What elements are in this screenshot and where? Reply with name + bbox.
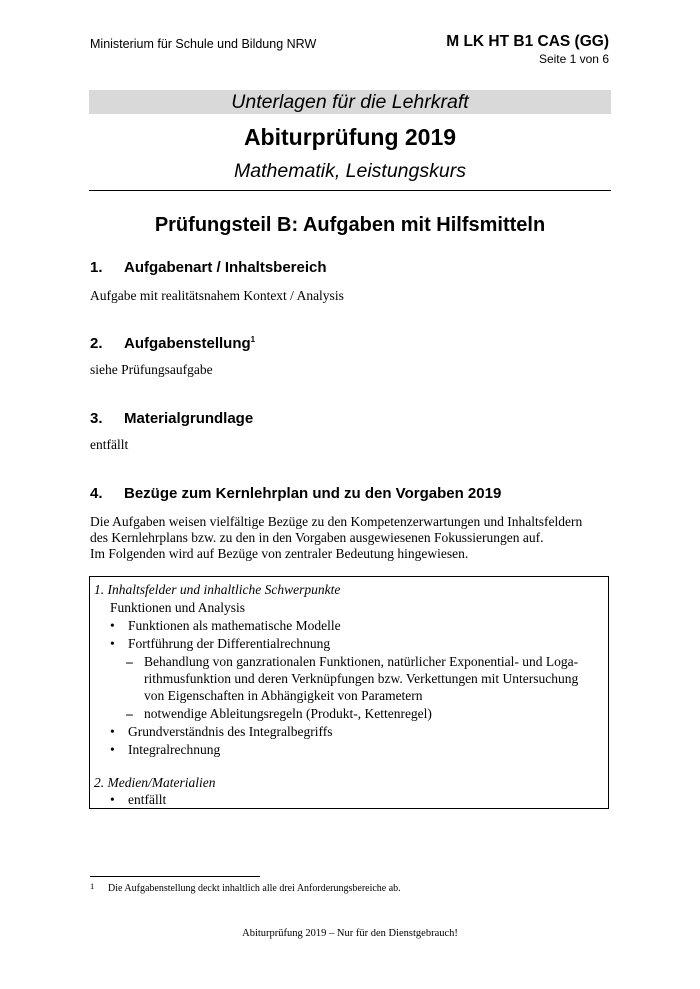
section-1-title: Aufgabenart / Inhaltsbereich xyxy=(124,259,327,276)
section-2-title xyxy=(124,335,255,352)
content-reference-box xyxy=(89,576,609,809)
bullet-item: entfällt xyxy=(128,792,167,807)
sub-item-line: rithmusfunktion und deren Verknüpfungen bzw. Verkettungen mit Untersuchung xyxy=(144,671,579,686)
sub-item-line: Behandlung von ganzrationalen Funktionen, natürlicher Exponential- und Loga- xyxy=(144,654,579,669)
section-2-body: siehe Prüfungsaufgabe xyxy=(90,362,213,377)
bullet-icon: • xyxy=(110,742,115,757)
section-4-number: 4. xyxy=(90,485,103,502)
footnote-mark: 1 xyxy=(90,881,95,891)
sub-item-line: von Eigenschaften in Abhängigkeit von Parametern xyxy=(144,688,423,703)
bullet-item: Fortführung der Differentialrechnung xyxy=(128,636,331,651)
ministry-name: Ministerium für Schule und Bildung NRW xyxy=(90,37,317,51)
dash-icon: – xyxy=(126,706,133,721)
section-2-title-text: Aufgabenstellung xyxy=(124,335,251,352)
document-title: Abiturprüfung 2019 xyxy=(243,124,457,150)
section-1-number: 1. xyxy=(90,259,103,276)
footnote-reference: 1 xyxy=(250,335,256,344)
section-4-body-line: Im Folgenden wird auf Bezüge von zentraler Bedeutung hingewiesen. xyxy=(90,546,469,561)
footnote-divider xyxy=(90,876,260,877)
section-1-body: Aufgabe mit realitätsnahem Kontext / Analysis xyxy=(90,288,344,303)
dash-icon: – xyxy=(126,654,133,669)
bullet-icon: • xyxy=(110,724,115,739)
section-3-body: entfällt xyxy=(90,437,129,452)
page-number: Seite 1 von 6 xyxy=(538,52,609,66)
section-2-number: 2. xyxy=(90,335,103,352)
box-subheading: Funktionen und Analysis xyxy=(110,600,246,615)
footnote-text: Die Aufgabenstellung deckt inhaltlich alle drei Anforderungsbereiche ab. xyxy=(108,883,401,894)
box-heading-media: 2. Medien/Materialien xyxy=(94,775,216,790)
document-subtitle: Mathematik, Leistungskurs xyxy=(234,160,466,182)
bullet-item: Grundverständnis des Integralbegriffs xyxy=(128,724,333,739)
section-4-title: Bezüge zum Kernlehrplan und zu den Vorgaben 2019 xyxy=(124,485,502,502)
title-divider xyxy=(89,190,611,191)
section-4-body-line: des Kernlehrplans bzw. zu den in den Vorgaben ausgewiesenen Fokussierungen auf. xyxy=(90,530,544,545)
section-4-body-line: Die Aufgaben weisen vielfältige Bezüge zu den Kompetenzerwartungen und Inhaltsfeldern xyxy=(90,514,583,529)
bullet-item: Integralrechnung xyxy=(128,742,221,757)
band-label: Unterlagen für die Lehrkraft xyxy=(231,91,469,113)
sub-item: notwendige Ableitungsregeln (Produkt-, Kettenregel) xyxy=(144,706,432,721)
bullet-item: Funktionen als mathematische Modelle xyxy=(128,618,341,633)
section-3-title: Materialgrundlage xyxy=(124,410,254,427)
exam-code: M LK HT B1 CAS (GG) xyxy=(446,33,609,50)
page-footer: Abiturprüfung 2019 – Nur für den Dienstgebrauch! xyxy=(242,928,458,939)
box-heading-content-fields: 1. Inhaltsfelder und inhaltliche Schwerpunkte xyxy=(94,582,341,597)
bullet-icon: • xyxy=(110,792,115,807)
bullet-icon: • xyxy=(110,636,115,651)
teacher-materials-band xyxy=(89,90,611,114)
part-title: Prüfungsteil B: Aufgaben mit Hilfsmitteln xyxy=(154,214,546,236)
section-3-number: 3. xyxy=(90,410,103,427)
bullet-icon: • xyxy=(110,618,115,633)
